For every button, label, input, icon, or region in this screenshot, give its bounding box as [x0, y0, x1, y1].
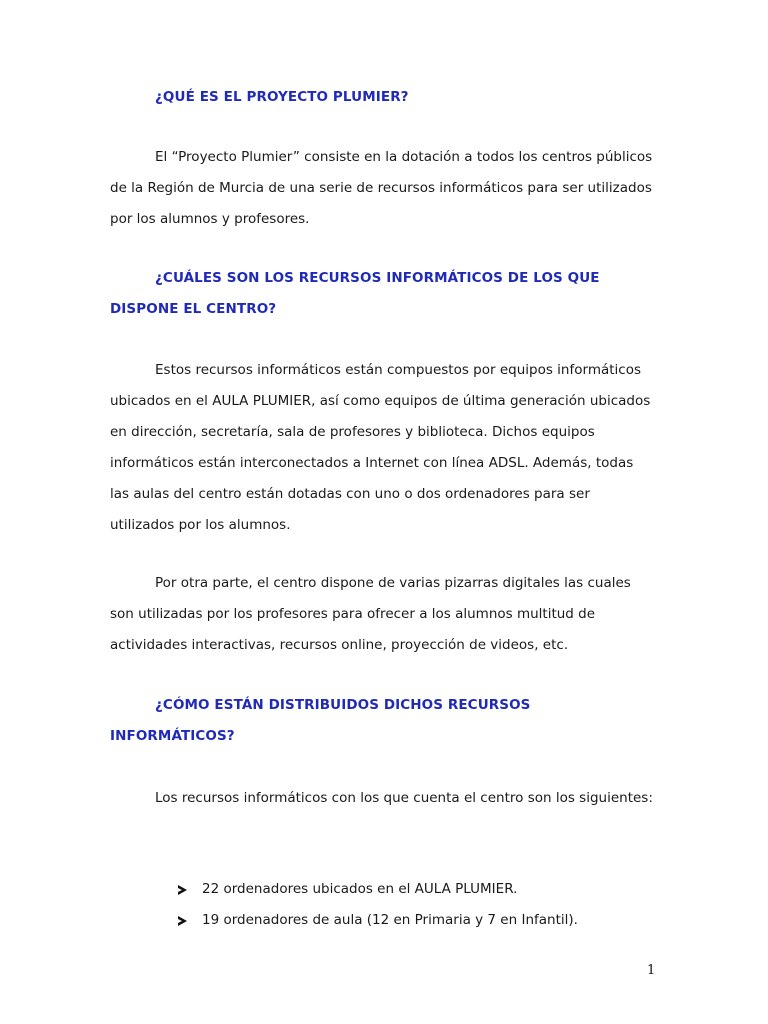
section-heading-3: ¿CÓMO ESTÁN DISTRIBUIDOS DICHOS RECURSOS INFORMÁTICOS?	[110, 697, 531, 744]
arrow-bullet-icon	[178, 916, 187, 926]
list-item: 22 ordenadores ubicados en el AULA PLUMIER.	[178, 874, 658, 905]
arrow-bullet-icon	[178, 885, 187, 895]
section-heading-1: ¿QUÉ ES EL PROYECTO PLUMIER?	[155, 89, 409, 105]
paragraph-1: El “Proyecto Plumier” consiste en la dotación a todos los centros públicos de la Región de Murcia de una serie de recursos informáticos para ser utilizados por los alumnos y profesores.	[110, 149, 653, 227]
paragraph-2: Estos recursos informáticos están compuestos por equipos informáticos ubicados en el AULA PLUMIER, así como equipos de última generación ubicados en dirección, secretaría, sala de profesores y biblioteca. Dichos equipos informáticos están interconectados a Internet con línea ADSL. Además, todas las aulas del centro están dotadas con uno o dos ordenadores para ser utilizados por los alumnos.	[110, 362, 651, 533]
section-heading-2: ¿CUÁLES SON LOS RECURSOS INFORMÁTICOS DE LOS QUE DISPONE EL CENTRO?	[110, 270, 600, 317]
resource-list	[178, 874, 658, 936]
paragraph-3: Por otra parte, el centro dispone de varias pizarras digitales las cuales son utilizadas por los profesores para ofrecer a los alumnos multitud de actividades interactivas, recursos online, proyección de videos, etc.	[110, 575, 631, 653]
list-item: 19 ordenadores de aula (12 en Primaria y 7 en Infantil).	[178, 905, 658, 936]
paragraph-4: Los recursos informáticos con los que cuenta el centro son los siguientes:	[155, 790, 653, 806]
page-number: 1	[647, 963, 656, 978]
